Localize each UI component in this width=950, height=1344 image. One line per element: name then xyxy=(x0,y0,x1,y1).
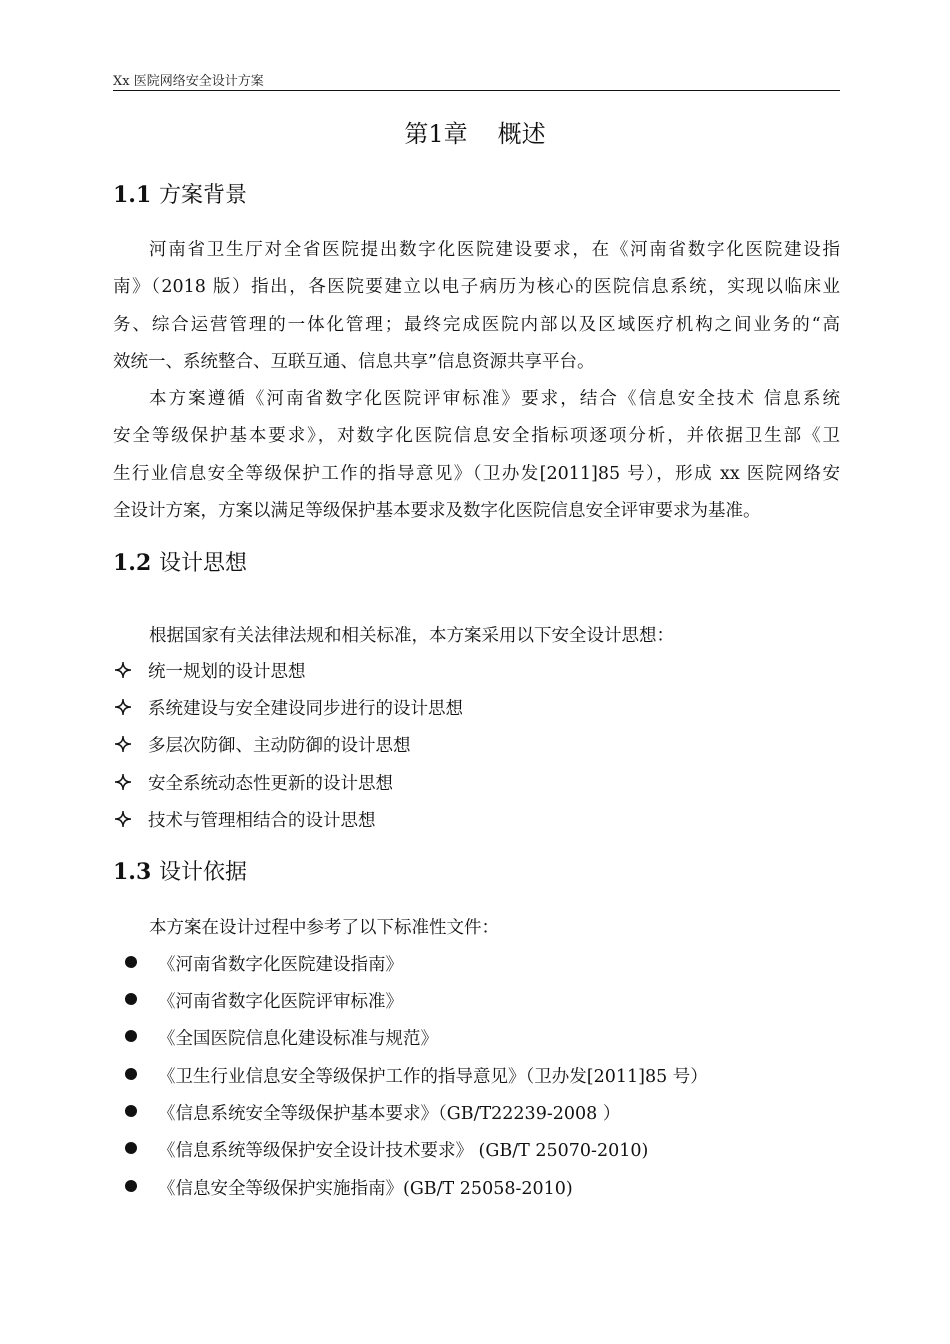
design-item-text: 技术与管理相结合的设计思想 xyxy=(148,811,376,831)
reference-text: 《信息安全等级保护实施指南》(GB/T 25058-2010) xyxy=(158,1179,573,1199)
paragraph-approach xyxy=(113,381,840,530)
paragraph-line: 全设计方案，方案以满足等级保护基本要求及数字化医院信息安全评审要求为基准。 xyxy=(113,500,761,521)
paragraph-background xyxy=(113,232,840,381)
section-title: 方案背景 xyxy=(159,183,248,208)
section-number: 1.2 xyxy=(113,550,152,576)
section-number: 1.3 xyxy=(113,859,152,885)
section-number: 1.1 xyxy=(113,182,152,208)
bullet-dot-icon xyxy=(125,1068,137,1080)
bullet-dot-icon xyxy=(125,1105,137,1117)
paragraph-line: 本方案遵循《河南省数字化医院评审标准》要求，结合《信息安全技术 信息系统 xyxy=(149,389,840,409)
reference-intro: 本方案在设计过程中参考了以下标准性文件： xyxy=(149,918,499,938)
paragraph-line: 务、综合运营管理的一体化管理；最终完成医院内部以及区域医疗机构之间业务的“高 xyxy=(113,314,840,335)
reference-text: 《信息系统安全等级保护基本要求》（GB/T22239-2008 ） xyxy=(158,1104,621,1124)
section-heading-1-2 xyxy=(113,546,247,577)
section-heading-1-3 xyxy=(113,855,247,886)
bullet-dot-icon xyxy=(125,956,137,968)
design-intro: 根据国家有关法律法规和相关标准，本方案采用以下安全设计思想： xyxy=(149,626,674,646)
design-item-text: 多层次防御、主动防御的设计思想 xyxy=(148,736,411,756)
reference-text: 《卫生行业信息安全等级保护工作的指导意见》（卫办发[2011]85 号） xyxy=(158,1067,708,1087)
bullet-dot-icon xyxy=(125,993,137,1005)
chapter-number: 第1章 xyxy=(404,120,468,148)
section-title: 设计思想 xyxy=(159,551,248,576)
chapter-title xyxy=(0,114,950,149)
paragraph-line: 生行业信息安全等级保护工作的指导意见》（卫办发[2011]85 号），形成 xx 医院网络安 xyxy=(113,463,840,484)
bullet-dot-icon xyxy=(125,1142,137,1154)
design-item-text: 系统建设与安全建设同步进行的设计思想 xyxy=(148,699,463,719)
design-item-text: 安全系统动态性更新的设计思想 xyxy=(148,774,393,794)
reference-text: 《河南省数字化医院评审标准》 xyxy=(158,992,403,1012)
paragraph-line: 安全等级保护基本要求》，对数字化医院信息安全指标项逐项分析，并依据卫生部《卫 xyxy=(113,426,840,447)
section-heading-1-1 xyxy=(113,178,247,209)
bullet-dot-icon xyxy=(125,1030,137,1042)
paragraph-line: 南》（2018 版）指出，各医院要建立以电子病历为核心的医院信息系统，实现以临床业 xyxy=(113,277,840,298)
diamond-bullet-icon xyxy=(113,772,133,792)
chapter-name: 概述 xyxy=(497,120,546,148)
diamond-bullet-icon xyxy=(113,809,133,829)
reference-text: 《全国医院信息化建设标准与规范》 xyxy=(158,1029,438,1049)
design-item-text: 统一规划的设计思想 xyxy=(148,662,306,682)
diamond-bullet-icon xyxy=(113,697,133,717)
paragraph-line: 效统一、系统整合、互联互通、信息共享”信息资源共享平台。 xyxy=(113,351,595,372)
header-rule xyxy=(113,90,840,91)
paragraph-line: 河南省卫生厅对全省医院提出数字化医院建设要求，在《河南省数字化医院建设指 xyxy=(149,240,840,260)
bullet-dot-icon xyxy=(125,1180,137,1192)
reference-text: 《河南省数字化医院建设指南》 xyxy=(158,955,403,975)
diamond-bullet-icon xyxy=(113,660,133,680)
diamond-bullet-icon xyxy=(113,734,133,754)
section-title: 设计依据 xyxy=(159,860,248,885)
running-header: Xx 医院网络安全设计方案 xyxy=(113,74,264,89)
reference-text: 《信息系统等级保护安全设计技术要求》 (GB/T 25070-2010) xyxy=(158,1141,649,1161)
